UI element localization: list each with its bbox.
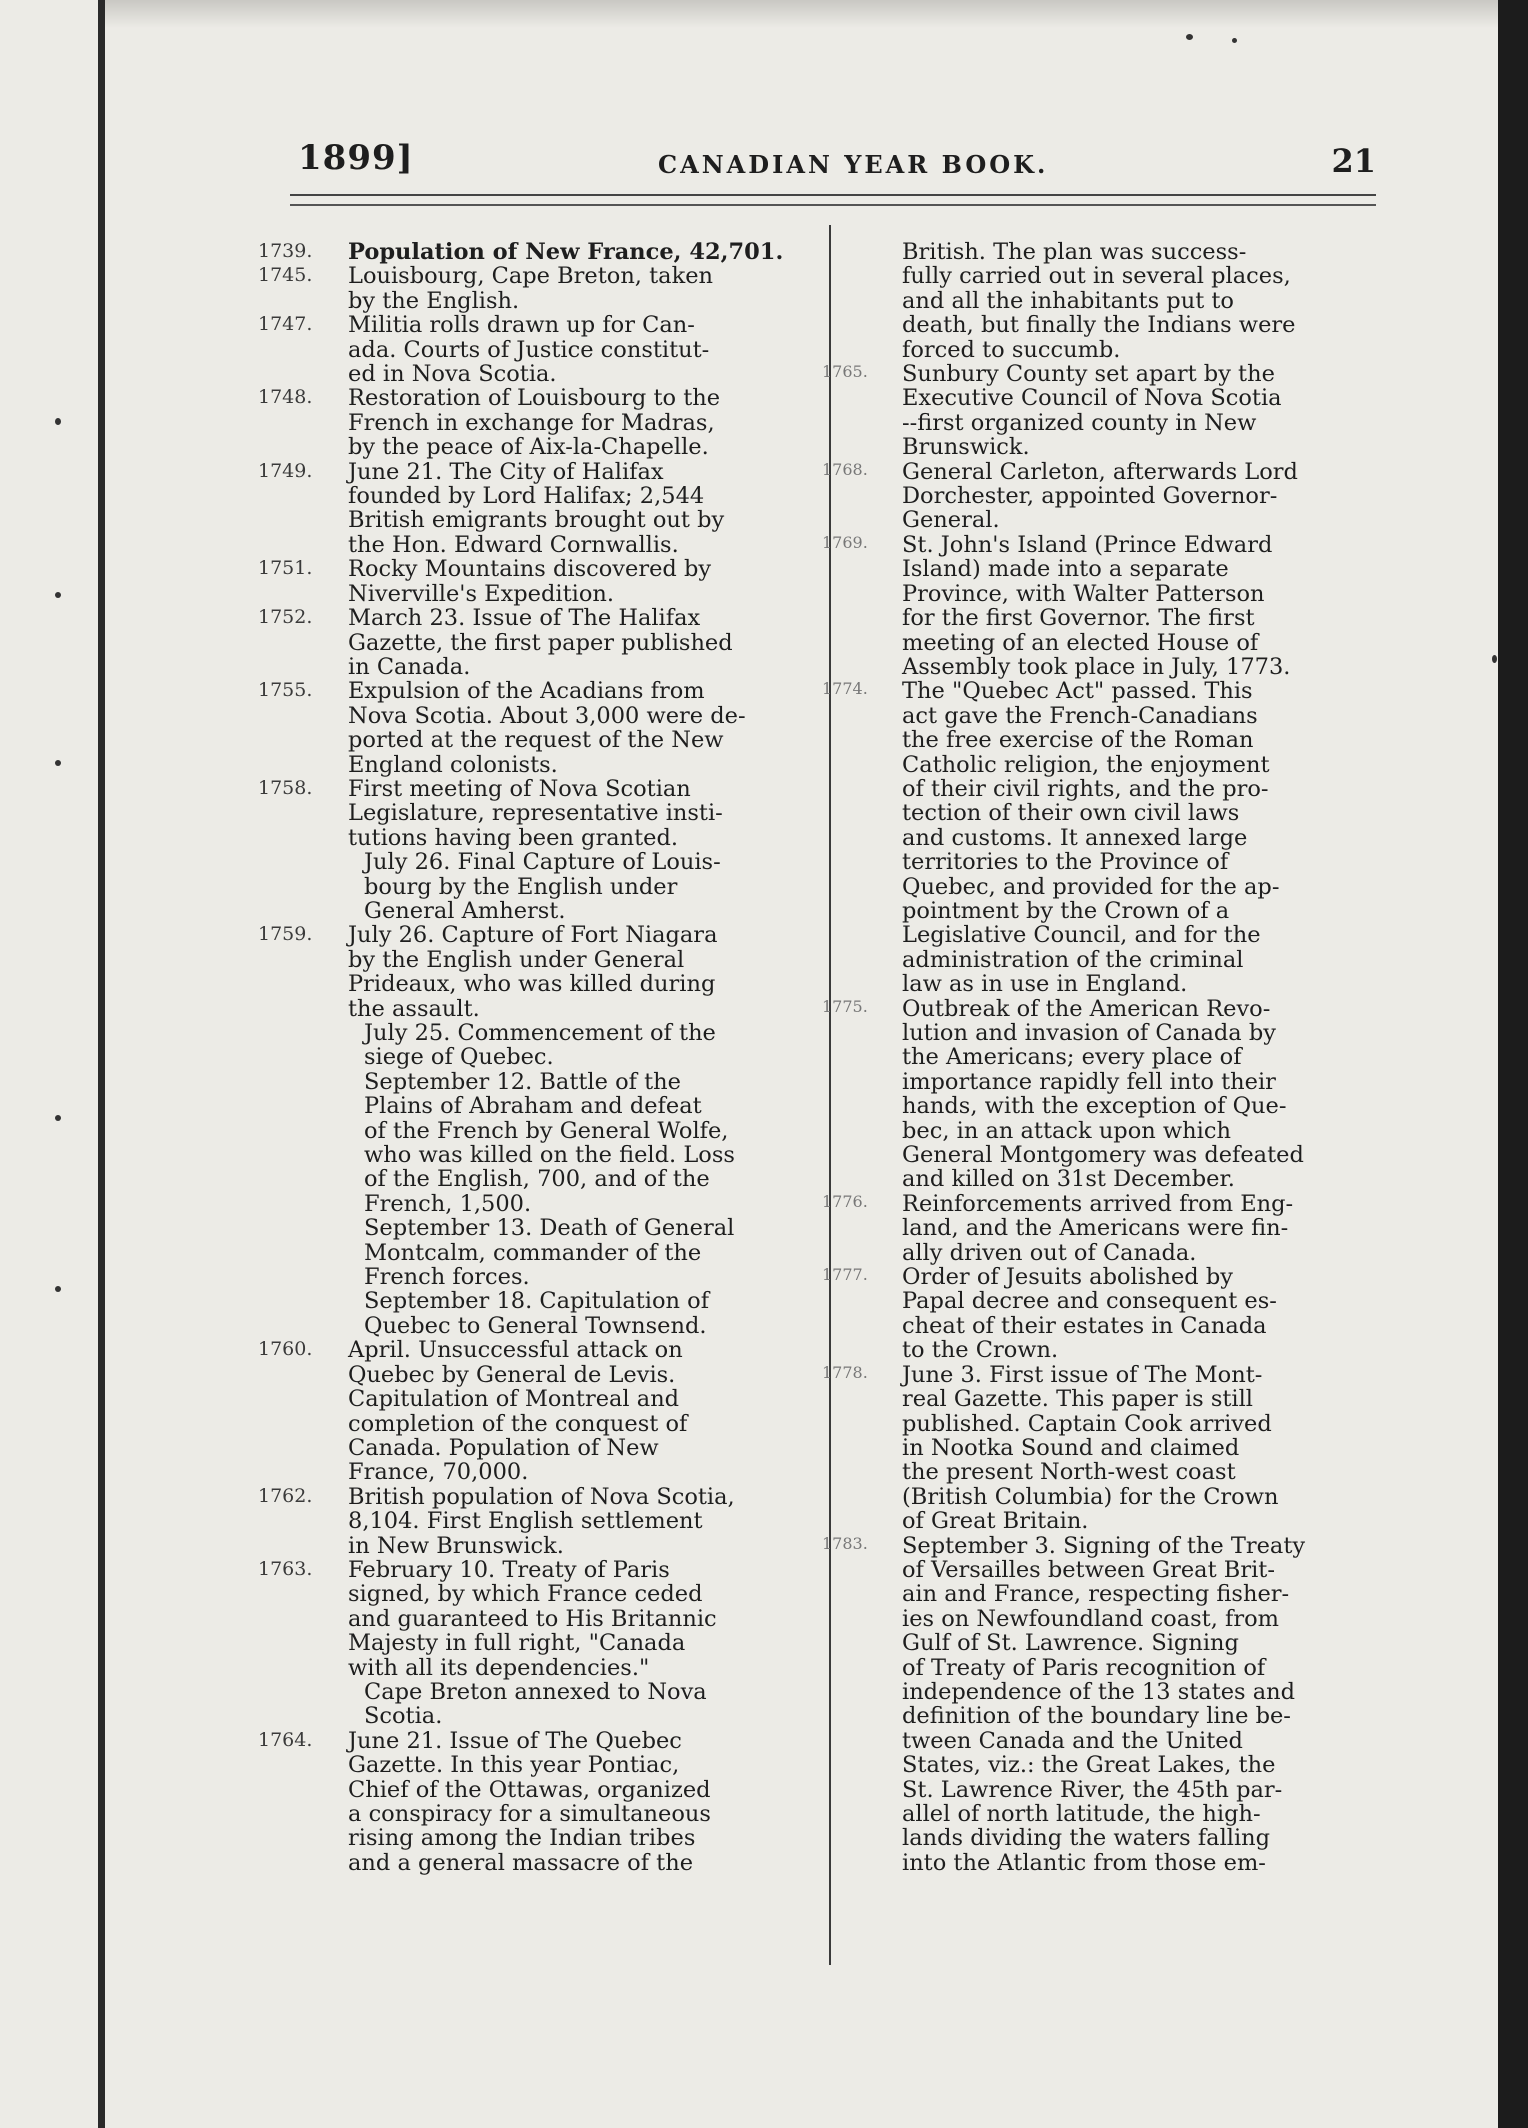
chronology-entry bbox=[822, 997, 1377, 1192]
scan-top-shadow bbox=[105, 0, 1498, 28]
entry-text: The "Quebec Act" passed. This act gave the French-Canadians the free exercise of the Roman Catholic religion, the enjoyment of their civil rights, and the pro- tection of their own civil laws and customs. It annexed large territories to the Province of Quebec, and provided for the ap- pointment by the Crown of a Legislative Council, and for the administration of the criminal law as in use in England. bbox=[902, 678, 1280, 998]
entry-year: 1755. bbox=[258, 679, 313, 702]
entry-year: 1748. bbox=[258, 386, 313, 409]
dust-speck bbox=[1186, 34, 1193, 40]
entry-year: 1763. bbox=[258, 1557, 313, 1580]
entry-year: 1752. bbox=[258, 606, 313, 629]
entry-text: British population of Nova Scotia, 8,104. First English settlement in New Brunswick. bbox=[348, 1483, 735, 1559]
chronology-entry bbox=[258, 1558, 818, 1680]
entry-sub-text: September 18. Capitulation of Quebec to General Townsend. bbox=[364, 1288, 710, 1339]
entry-sub-item bbox=[364, 1216, 818, 1289]
chronology-entry bbox=[258, 1729, 818, 1875]
entry-year: 1783. bbox=[822, 1533, 868, 1553]
entry-sub-text: July 26. Final Capture of Louis- bourg by the English under General Amherst. bbox=[364, 849, 721, 924]
header-rule bbox=[290, 194, 1376, 196]
chronology-entry bbox=[258, 1338, 818, 1484]
entry-text: Reinforcements arrived from Eng- land, and the Americans were fin- ally driven out of Canada. bbox=[902, 1190, 1294, 1266]
entry-text: Louisbourg, Cape Breton, taken by the English. bbox=[348, 263, 714, 314]
entry-text: July 26. Capture of Fort Niagara by the English under General Prideaux, who was killed during the assault. bbox=[348, 922, 718, 1022]
page-right-edge bbox=[1498, 0, 1528, 2128]
chronology-entry bbox=[258, 264, 818, 313]
entry-text: March 23. Issue of The Halifax Gazette, the first paper published in Canada. bbox=[348, 605, 733, 680]
running-title: CANADIAN YEAR BOOK. bbox=[658, 150, 1049, 179]
chronology-entry bbox=[258, 313, 818, 386]
chronology-entry bbox=[822, 460, 1377, 533]
entry-year: 1775. bbox=[822, 996, 868, 1016]
dust-speck bbox=[55, 1286, 61, 1292]
entry-sub-text: Cape Breton annexed to Nova Scotia. bbox=[364, 1678, 707, 1730]
entry-text: June 21. The City of Halifax founded by Lord Halifax; 2,544 British emigrants brought out by the Hon. Edward Cornwallis. bbox=[348, 458, 725, 558]
entry-year: 1747. bbox=[258, 313, 313, 336]
entry-text: St. John's Island (Prince Edward Island) made into a separate Province, with Walter Patterson for the first Governor. The first meeting of an elected House of Assembly took place in July, 1773. bbox=[902, 531, 1291, 680]
entry-year: 1776. bbox=[822, 1191, 868, 1211]
dust-speck bbox=[55, 1115, 61, 1121]
dust-speck bbox=[1492, 655, 1497, 663]
chronology-entry bbox=[258, 1485, 818, 1558]
chronology-entry bbox=[822, 240, 1377, 362]
page-header bbox=[298, 138, 1376, 188]
entry-year: 1765. bbox=[822, 362, 868, 382]
entry-text: Order of Jesuits abolished by Papal decree and consequent es- cheat of their estates in Canada to the Crown. bbox=[902, 1264, 1277, 1364]
chronology-entry bbox=[258, 240, 818, 264]
entry-sub-text: July 25. Commencement of the siege of Quebec. bbox=[364, 1020, 716, 1071]
entry-text: Rocky Mountains discovered by Niverville's Expedition. bbox=[348, 556, 712, 607]
left-column bbox=[258, 240, 818, 1875]
chronology-entry bbox=[822, 533, 1377, 679]
entry-text: September 3. Signing of the Treaty of Versailles between Great Brit- ain and France, respecting fisher- ies on Newfoundland coast, from Gulf of St. Lawrence. Signing of Treaty of Paris recognition of independence of the 13 states and definition of the boundary line be- tween Canada and the United States, viz.: the Great Lakes, the St. Lawrence River, the 45th par- allel of north latitude, the high- lands dividing the waters falling into the Atlantic from those em- bbox=[902, 1532, 1306, 1876]
dust-speck bbox=[55, 760, 61, 766]
entry-year: 1777. bbox=[822, 1265, 868, 1285]
chronology-entry bbox=[822, 1265, 1377, 1363]
entry-year: 1739. bbox=[258, 240, 313, 262]
chronology-entry bbox=[822, 1363, 1377, 1534]
entry-year: 1745. bbox=[258, 264, 313, 287]
entry-year: 1759. bbox=[258, 923, 313, 946]
entry-text: Sunbury County set apart by the Executive Council of Nova Scotia --first organized county in New Brunswick. bbox=[902, 361, 1282, 461]
entry-year: 1758. bbox=[258, 776, 313, 799]
entry-text: June 3. First issue of The Mont- real Gazette. This paper is still published. Captain Cook arrived in Nootka Sound and claimed the present North-west coast (British Columbia) for the Crown of Great Britain. bbox=[902, 1361, 1279, 1535]
header-rule bbox=[290, 204, 1376, 206]
chronology-entry bbox=[822, 1192, 1377, 1265]
entry-sub-item bbox=[364, 1021, 818, 1070]
entry-year: 1778. bbox=[822, 1362, 868, 1382]
entry-text: General Carleton, afterwards Lord Dorchester, appointed Governor- General. bbox=[902, 458, 1298, 534]
entry-year: 1762. bbox=[258, 1484, 313, 1507]
dust-speck bbox=[1232, 38, 1237, 43]
chronology-entry bbox=[258, 679, 818, 777]
entry-text: June 21. Issue of The Quebec Gazette. In this year Pontiac, Chief of the Ottawas, organized a conspiracy for a simultaneous rising among the Indian tribes and a general massacre of the bbox=[348, 1727, 711, 1876]
entry-sub-text: September 13. Death of General Montcalm, commander of the French forces. bbox=[364, 1215, 735, 1291]
chronology-entry bbox=[822, 1534, 1377, 1876]
entry-text: February 10. Treaty of Paris signed, by which France ceded and guaranteed to His Britannic Majesty in full right, "Canada with all its dependencies." bbox=[348, 1556, 717, 1681]
dust-speck bbox=[55, 418, 61, 425]
entry-year: 1774. bbox=[822, 679, 868, 699]
entry-text: Militia rolls drawn up for Can- ada. Courts of Justice constitut- ed in Nova Scotia. bbox=[348, 312, 710, 388]
chronology-entry bbox=[258, 557, 818, 606]
entry-text: First meeting of Nova Scotian Legislature, representative insti- tutions having been granted. bbox=[348, 775, 723, 851]
entry-sub-item bbox=[364, 1289, 818, 1338]
dust-speck bbox=[55, 592, 61, 598]
entry-year: 1768. bbox=[822, 459, 868, 479]
chronology-entry bbox=[822, 362, 1377, 460]
entry-sub-item bbox=[364, 1070, 818, 1216]
entry-year: 1749. bbox=[258, 459, 313, 482]
entry-text: Expulsion of the Acadians from Nova Scotia. About 3,000 were de- ported at the request of the New England colonists. bbox=[348, 678, 746, 778]
chronology-entry bbox=[822, 679, 1377, 996]
chronology-entry bbox=[258, 460, 818, 558]
entry-year: 1769. bbox=[822, 532, 868, 552]
entry-sub-item bbox=[364, 850, 818, 923]
entry-text: Restoration of Louisbourg to the French in exchange for Madras, by the peace of Aix-la-Chapelle. bbox=[348, 385, 721, 461]
entry-year: 1760. bbox=[258, 1338, 313, 1361]
page-number: 21 bbox=[1331, 142, 1376, 180]
entry-sub-item bbox=[364, 1680, 818, 1729]
page-left-edge bbox=[98, 0, 105, 2128]
entry-text: April. Unsuccessful attack on Quebec by General de Levis. Capitulation of Montreal and completion of the conquest of Canada. Population of New France, 70,000. bbox=[348, 1337, 688, 1486]
chronology-entry bbox=[258, 606, 818, 679]
chronology-entry bbox=[258, 777, 818, 850]
entry-year: 1764. bbox=[258, 1728, 313, 1751]
entry-text: British. The plan was success- fully carried out in several places, and all the inhabitants put to death, but finally the Indians were forced to succumb. bbox=[902, 239, 1296, 363]
entry-text: Outbreak of the American Revo- lution and invasion of Canada by the Americans; every place of importance rapidly fell into their hands, with the exception of Que- bec, in an attack upon which General Montgomery was defeated and killed on 31st December. bbox=[902, 995, 1304, 1193]
chronology-entry bbox=[258, 386, 818, 459]
entry-text: Population of New France, 42,701. bbox=[348, 239, 784, 265]
chronology-entry bbox=[258, 923, 818, 1021]
right-column bbox=[822, 240, 1377, 1875]
entry-sub-text: September 12. Battle of the Plains of Abraham and defeat of the French by General Wolfe, who was killed on the field. Loss of the English, 700, and of the French, 1,500. bbox=[364, 1068, 735, 1217]
header-year: 1899] bbox=[298, 138, 414, 178]
entry-year: 1751. bbox=[258, 557, 313, 580]
